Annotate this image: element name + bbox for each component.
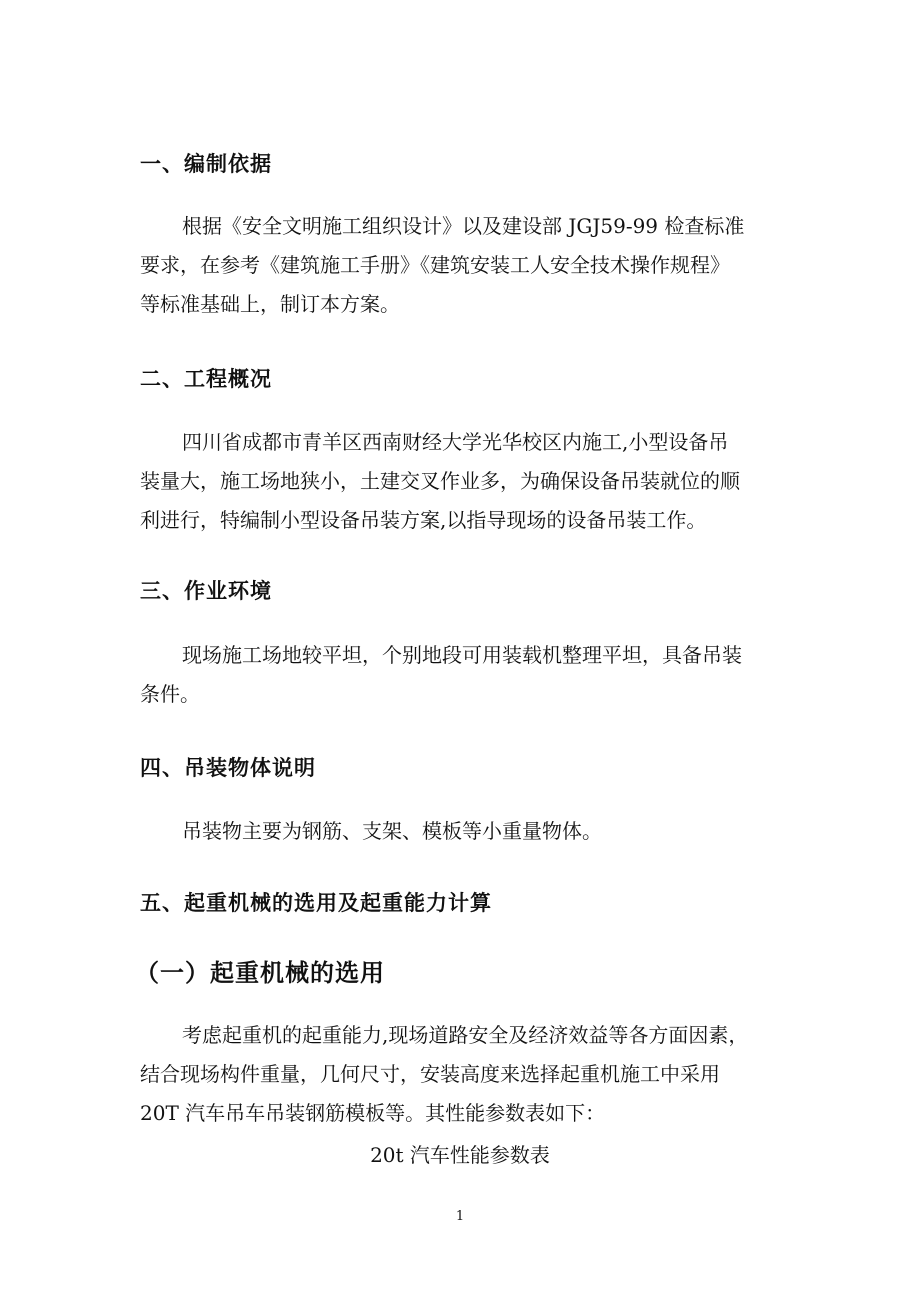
paragraph-line: 吊装物主要为钢筋、支架、模板等小重量物体。: [182, 819, 602, 843]
section-body-objects: [140, 812, 790, 851]
section-heading-environment: 三、作业环境: [140, 579, 272, 603]
paragraph-line: 四川省成都市青羊区西南财经大学光华校区内施工,小型设备吊: [182, 430, 729, 454]
section-heading-crane: 五、起重机械的选用及起重能力计算: [140, 891, 492, 915]
paragraph-line: 等标准基础上，制订本方案。: [140, 292, 400, 316]
paragraph-line: 利进行，特编制小型设备吊装方案,以指导现场的设备吊装工作。: [140, 508, 707, 532]
paragraph-line: 考虑起重机的起重能力,现场道路安全及经济效益等各方面因素，: [182, 1023, 749, 1047]
page-number: 1: [455, 1209, 465, 1224]
paragraph-line: 20T 汽车吊车吊装钢筋模板等。其性能参数表如下：: [140, 1101, 606, 1125]
section-body-overview: [140, 423, 790, 540]
paragraph-line: 结合现场构件重量，几何尺寸，安装高度来选择起重机施工中采用: [140, 1062, 720, 1086]
section-body-environment: [140, 636, 790, 714]
paragraph-line: 现场施工场地较平坦，个别地段可用装载机整理平坦，具备吊装: [182, 643, 742, 667]
section-heading-basis: 一、编制依据: [140, 152, 272, 176]
section-body-basis: [140, 207, 790, 324]
paragraph-line: 根据《安全文明施工组织设计》以及建设部 JGJ59-99 检查标准: [182, 214, 745, 238]
paragraph-line: 条件。: [140, 682, 200, 706]
paragraph-line: 装量大，施工场地狭小，土建交叉作业多，为确保设备吊装就位的顺: [140, 469, 740, 493]
section-heading-objects: 四、吊装物体说明: [140, 756, 316, 780]
paragraph-line: 要求，在参考《建筑施工手册》《建筑安装工人安全技术操作规程》: [140, 253, 730, 277]
section-heading-overview: 二、工程概况: [140, 367, 272, 391]
table-caption: 20t 汽车性能参数表: [370, 1143, 550, 1167]
subsection-heading-crane-selection: （一）起重机械的选用: [135, 959, 385, 987]
subsection-body-crane-selection: [140, 1016, 790, 1133]
